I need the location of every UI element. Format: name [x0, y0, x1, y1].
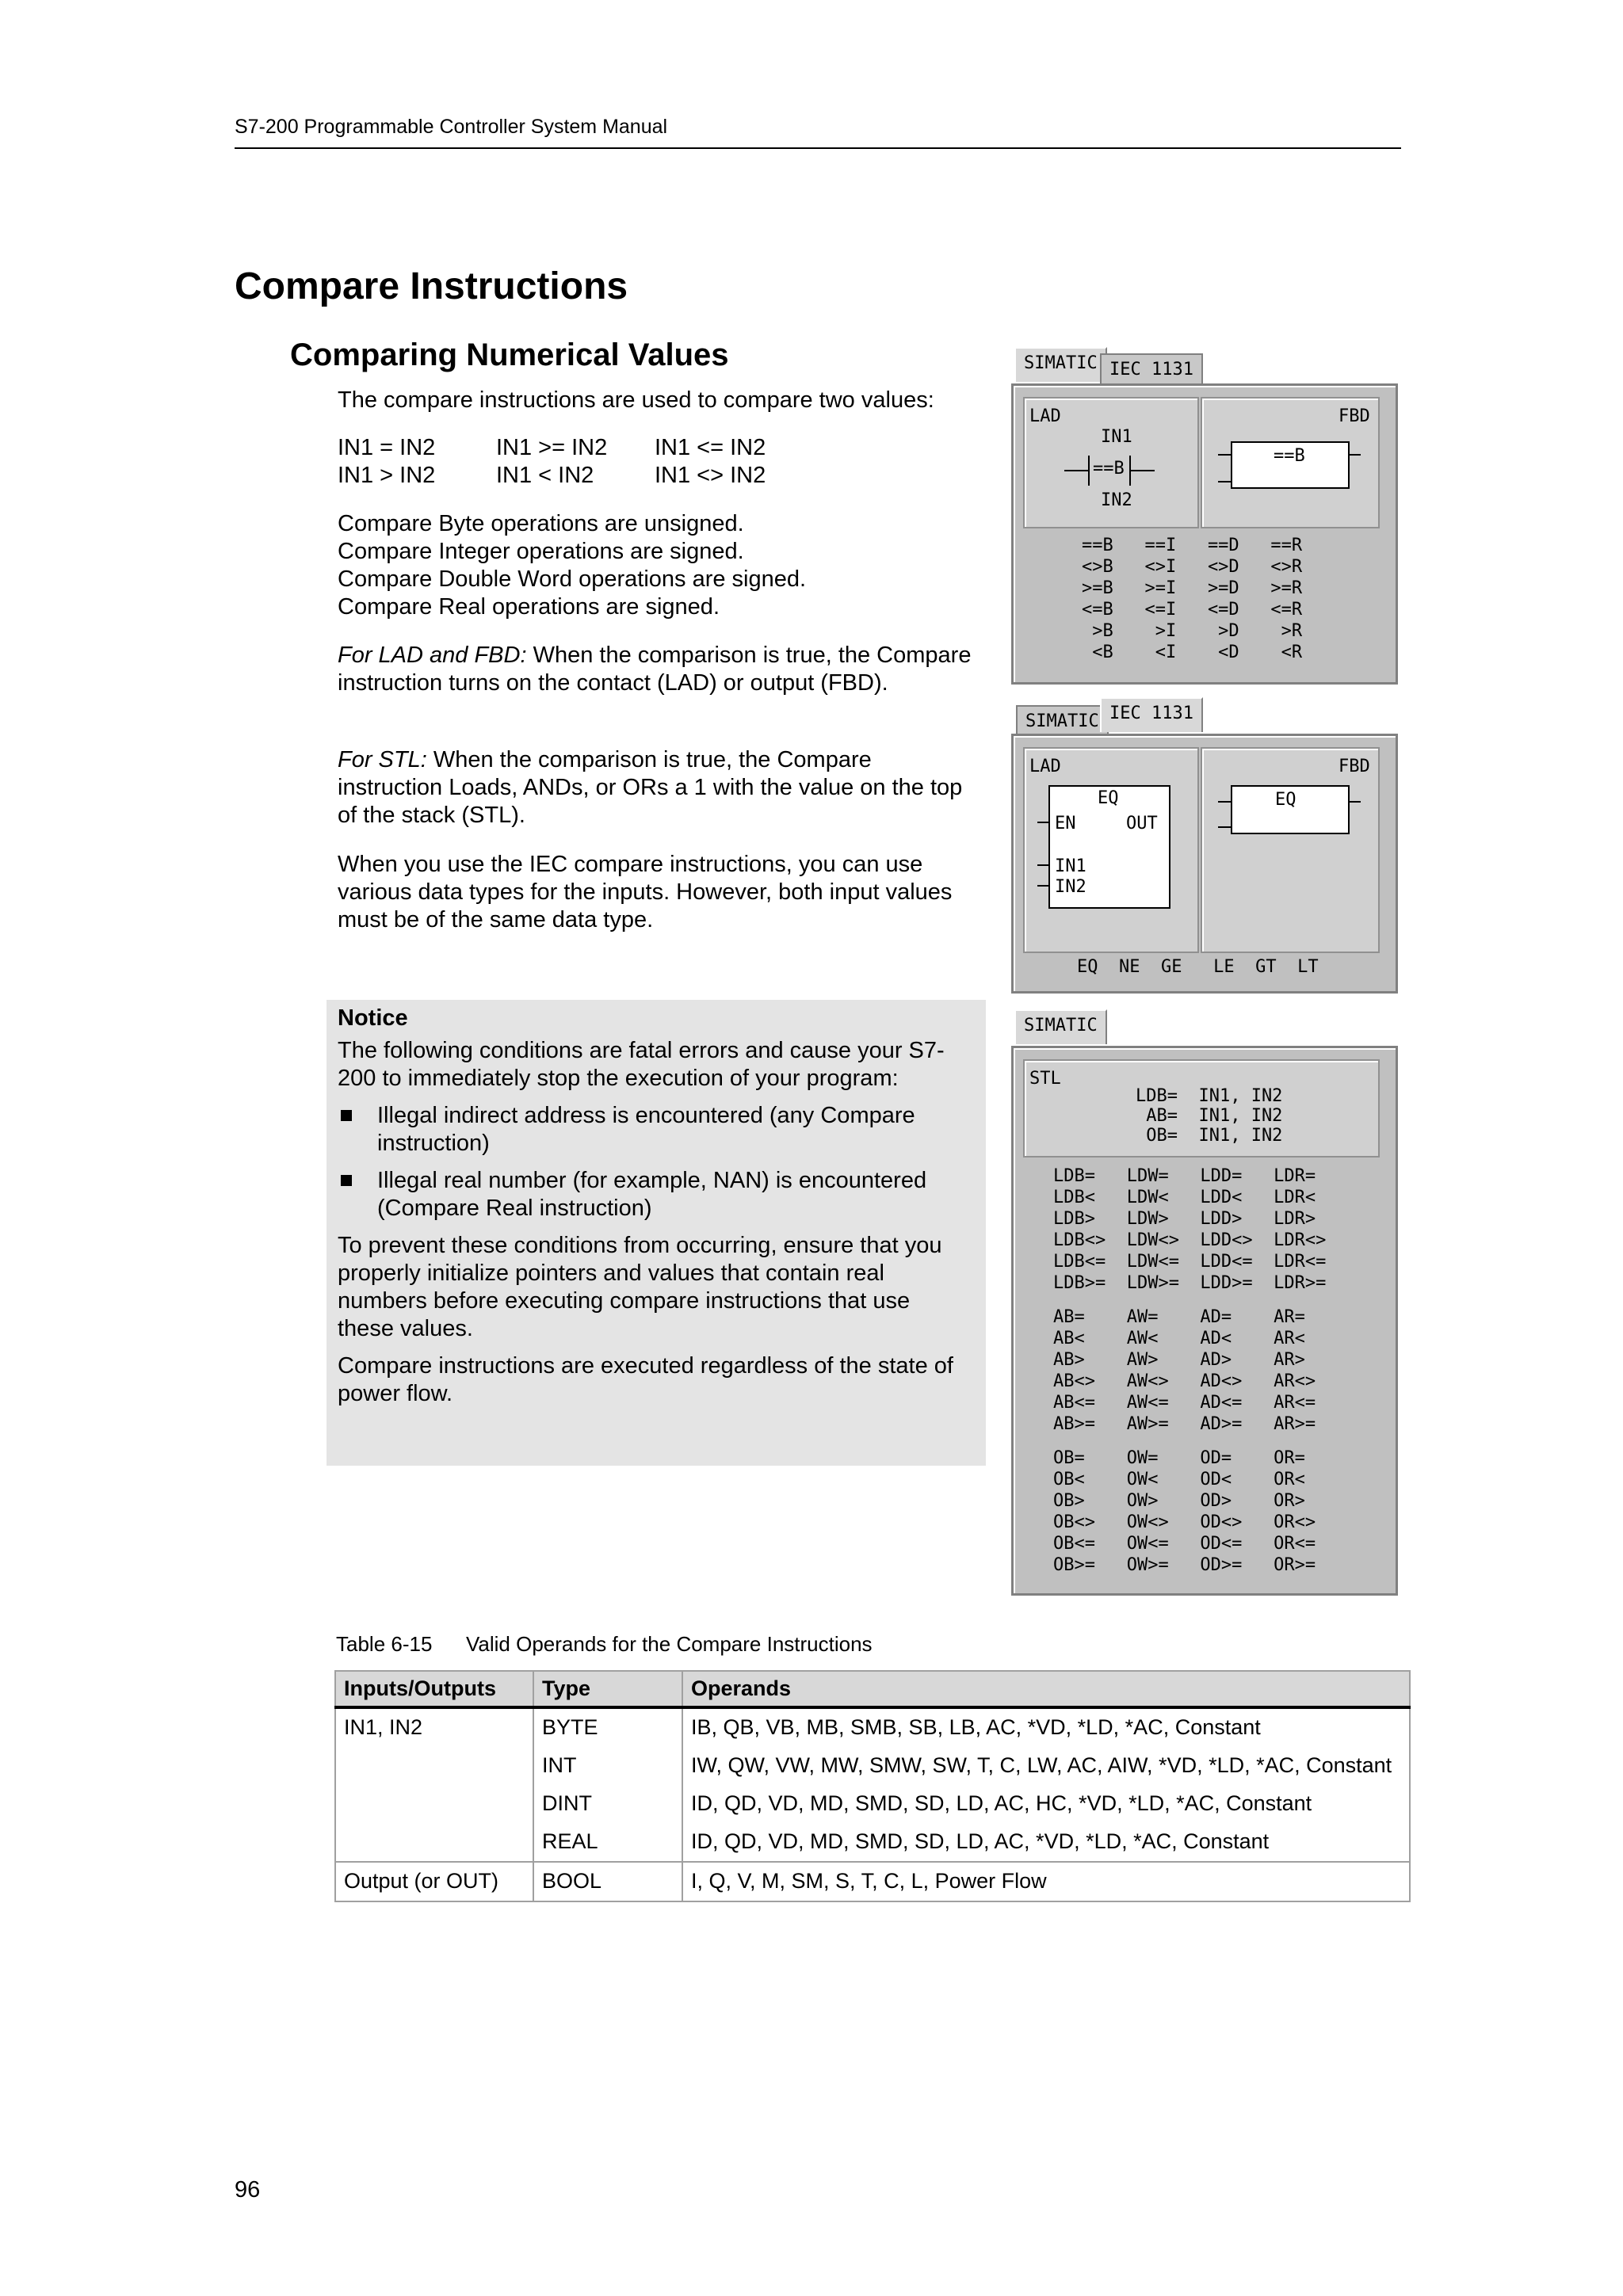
compare-ops-grid: ==B ==I ==D ==R <>B <>I <>D <>R >=B >=I >=D >=R <=B <=I <=D <=R >B >I >D >R <B <I <D <R	[1082, 536, 1303, 662]
table-cell: BYTE	[533, 1707, 682, 1747]
subsection-title: Comparing Numerical Values	[290, 338, 729, 372]
figure-simatic-compare	[1011, 345, 1398, 685]
pin-line	[1037, 885, 1048, 887]
operands-table	[334, 1670, 1411, 1902]
iec-ops-row: EQ NE GE LE GT LT	[1077, 957, 1319, 977]
comparison-list	[338, 434, 813, 490]
table-row	[335, 1747, 1410, 1785]
comparison-item: IN1 > IN2	[338, 463, 436, 488]
table-cell: IB, QB, VB, MB, SMB, SB, LB, AC, *VD, *LD, *AC, Constant	[682, 1707, 1410, 1747]
in1-label: IN1	[1101, 427, 1132, 447]
notice-bullet: Illegal real number (for example, NAN) is encountered (Compare Real instruction)	[338, 1167, 972, 1222]
lad-fbd-text: When the comparison is true, the Compare instruction turns on the contact (LAD) or output (FBD).	[338, 643, 972, 696]
fbd-pane	[1201, 397, 1380, 528]
tab-iec-1131[interactable]: IEC 1131	[1100, 353, 1203, 383]
figure-stl-compare	[1011, 1008, 1398, 1596]
figure-iec-compare	[1011, 694, 1398, 994]
rung-left	[1064, 470, 1088, 471]
table-cell: IW, QW, VW, MW, SMW, SW, T, C, LW, AC, AIW, *VD, *LD, *AC, Constant	[682, 1747, 1410, 1785]
signedness-line: Compare Double Word operations are signed.	[338, 566, 807, 592]
notice-title: Notice	[338, 1005, 408, 1031]
table-caption	[336, 1632, 873, 1657]
fbd-eq-box	[1231, 785, 1350, 834]
header-rule	[235, 147, 1401, 149]
table-title: Valid Operands for the Compare Instructions	[466, 1632, 873, 1656]
table-row	[335, 1785, 1410, 1823]
stl-text: When the comparison is true, the Compare instruction Loads, ANDs, or ORs a 1 with the value on the top of the stack (STL).	[338, 747, 963, 828]
comparison-item: IN1 < IN2	[496, 463, 594, 488]
stl-example: LDB= IN1, IN2 AB= IN1, IN2 OB= IN1, IN2	[1136, 1086, 1283, 1146]
lad-fbd-lead: For LAD and FBD:	[338, 643, 527, 668]
bullet-square-icon	[341, 1175, 352, 1186]
fbd-label: FBD	[1338, 406, 1370, 426]
figure-frame	[1011, 734, 1398, 994]
figure-frame	[1011, 1046, 1398, 1596]
stl-and-grid: AB= AW= AD= AR= AB< AW< AD< AR< AB> AW> AD> AR> AB<> AW<> AD<> AR<> AB<= AW<= AD<= AR<= AB>= AW>= AD>= AR>=	[1053, 1307, 1316, 1434]
comparison-row	[338, 434, 813, 462]
page-number: 96	[235, 2177, 261, 2203]
notice-prevent: To prevent these conditions from occurring, ensure that you properly initialize pointers and values that contain real numbers before executing compare instructions that use these values.	[338, 1233, 942, 1341]
table-cell: DINT	[533, 1785, 682, 1823]
eq-box	[1048, 785, 1170, 909]
table-cell: I, Q, V, M, SM, S, T, C, L, Power Flow	[682, 1862, 1410, 1901]
lad-fbd-paragraph	[338, 642, 980, 697]
pin-line	[1037, 822, 1048, 823]
stl-pane	[1023, 1059, 1380, 1158]
en-pin-label: EN	[1055, 814, 1076, 833]
table-header: Type	[533, 1671, 682, 1707]
table-row	[335, 1862, 1410, 1901]
lad-pane	[1023, 747, 1199, 953]
table-cell: Output (or OUT)	[335, 1862, 533, 1901]
table-cell: REAL	[533, 1823, 682, 1862]
tab-simatic[interactable]: SIMATIC	[1016, 705, 1109, 735]
in1-pin-label: IN1	[1055, 856, 1086, 876]
table-row	[335, 1823, 1410, 1862]
fbd-box	[1231, 441, 1350, 489]
iec-paragraph: When you use the IEC compare instructions, you can use various data types for the inputs. However, both input values must be of the same data type.	[338, 852, 953, 933]
table-header: Operands	[682, 1671, 1410, 1707]
table-header-row	[335, 1671, 1410, 1707]
out-pin-label: OUT	[1126, 814, 1158, 833]
tab-simatic[interactable]: SIMATIC	[1014, 1009, 1107, 1044]
signedness-line: Compare Integer operations are signed.	[338, 539, 744, 564]
rung-right	[1131, 470, 1155, 471]
stl-or-grid: OB= OW= OD= OR= OB< OW< OD< OR< OB> OW> OD> OR> OB<> OW<> OD<> OR<> OB<= OW<= OD<= OR<= OB>= OW>= OD>= OR>=	[1053, 1448, 1316, 1575]
lad-label: LAD	[1029, 757, 1061, 776]
table-cell: ID, QD, VD, MD, SMD, SD, LD, AC, *VD, *LD, *AC, Constant	[682, 1823, 1410, 1862]
fbd-label: FBD	[1338, 757, 1370, 776]
fbd-pin	[1218, 481, 1231, 482]
table-cell	[335, 1823, 533, 1862]
in2-pin-label: IN2	[1055, 877, 1086, 897]
notice-bullets	[338, 1102, 972, 1222]
notice-power: Compare instructions are executed regardless of the state of power flow.	[338, 1353, 953, 1406]
contact-label: ==B	[1093, 459, 1125, 479]
running-header: S7-200 Programmable Controller System Manual	[235, 116, 668, 138]
pin-line	[1037, 864, 1048, 866]
lad-pane	[1023, 397, 1199, 528]
figure-frame	[1011, 383, 1398, 685]
fbd-box-label: ==B	[1274, 446, 1305, 466]
fbd-pin	[1218, 826, 1231, 828]
signedness-list	[338, 510, 980, 621]
comparison-item: IN1 >= IN2	[496, 435, 608, 460]
intro-text: The compare instructions are used to compare two values:	[338, 387, 934, 413]
signedness-line: Compare Real operations are signed.	[338, 594, 720, 620]
eq-box-title: EQ	[1098, 788, 1119, 808]
notice-box	[327, 1000, 986, 1466]
table-cell: INT	[533, 1747, 682, 1785]
stl-label: STL	[1029, 1069, 1061, 1089]
bullet-square-icon	[341, 1110, 352, 1121]
table-header: Inputs/Outputs	[335, 1671, 533, 1707]
table-row	[335, 1707, 1410, 1747]
tab-iec-1131[interactable]: IEC 1131	[1100, 697, 1203, 732]
notice-intro: The following conditions are fatal errors and cause your S7-200 to immediately stop the execution of your program:	[338, 1038, 945, 1091]
table-cell: IN1, IN2	[335, 1707, 533, 1747]
comparison-item: IN1 <= IN2	[655, 435, 766, 460]
fbd-pin	[1348, 454, 1361, 456]
comparison-item: IN1 <> IN2	[655, 463, 766, 488]
signedness-line: Compare Byte operations are unsigned.	[338, 511, 744, 536]
fbd-pin	[1348, 801, 1361, 803]
fbd-pane	[1201, 747, 1380, 953]
table-number: Table 6-15	[336, 1632, 433, 1656]
tab-simatic[interactable]: SIMATIC	[1014, 347, 1107, 382]
contact-left-bar	[1088, 456, 1090, 486]
table-cell	[335, 1785, 533, 1823]
fbd-pin	[1218, 801, 1231, 803]
comparison-item: IN1 = IN2	[338, 435, 436, 460]
stl-ld-grid: LDB= LDW= LDD= LDR= LDB< LDW< LDD< LDR< LDB> LDW> LDD> LDR> LDB<> LDW<> LDD<> LDR<> LDB<= LDW<= LDD<= LDR<= LDB>= LDW>= LDD>= LDR>=	[1053, 1166, 1327, 1293]
comparison-row	[338, 462, 813, 490]
section-title: Compare Instructions	[235, 265, 628, 307]
stl-paragraph	[338, 746, 980, 830]
stl-lead: For STL:	[338, 747, 427, 772]
fbd-eq-label: EQ	[1275, 790, 1296, 810]
table-cell	[335, 1747, 533, 1785]
lad-label: LAD	[1029, 406, 1061, 426]
notice-bullet: Illegal indirect address is encountered (any Compare instruction)	[338, 1102, 972, 1158]
table-cell: ID, QD, VD, MD, SMD, SD, LD, AC, HC, *VD, *LD, *AC, Constant	[682, 1785, 1410, 1823]
table-cell: BOOL	[533, 1862, 682, 1901]
fbd-pin	[1218, 454, 1231, 456]
in2-label: IN2	[1101, 490, 1132, 510]
